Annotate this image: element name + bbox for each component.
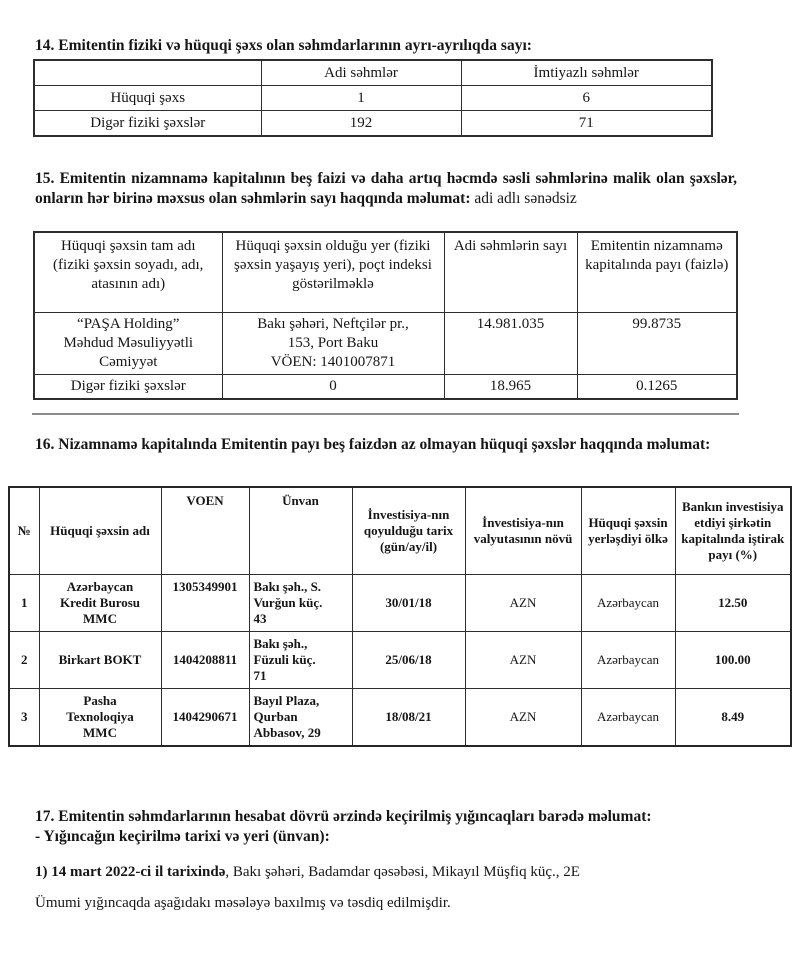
header-participation-stake: Bankın investisiya etdiyi şirkətin kapitalında iştirak payı (%) — [675, 487, 791, 575]
name-line: “PAŞA Holding” — [77, 315, 180, 332]
cell-number: 2 — [9, 632, 39, 689]
section-divider-line — [32, 413, 739, 415]
name-line: Azərbaycan — [66, 579, 134, 594]
cell-number: 1 — [9, 575, 39, 632]
cell-entity-name — [39, 689, 161, 747]
column-header-preferred-shares: İmtiyazlı səhmlər — [461, 60, 712, 86]
cell-investment-date: 25/06/18 — [352, 632, 465, 689]
address-line: Bakı şəhəri, Neftçilər pr., — [257, 315, 409, 332]
section15-heading — [35, 169, 737, 209]
table-row-pasha-holding — [34, 312, 737, 374]
name-line: MMC — [83, 725, 117, 740]
address-line: 71 — [253, 668, 267, 683]
header-address: Ünvan — [249, 487, 352, 575]
cell-country: Azərbaycan — [581, 689, 675, 747]
table-row — [34, 111, 712, 137]
cell-investment-date: 30/01/18 — [352, 575, 465, 632]
cell-number: 3 — [9, 689, 39, 747]
address-line: 153, Port Baku — [287, 334, 379, 351]
cell-address — [249, 689, 352, 747]
meeting-date-bold: 1) 14 mart 2022-ci il tarixində — [35, 864, 226, 880]
section16-heading: 16. Nizamnamə kapitalında Emitentin payı beş faizdən az olmayan hüquqi şəxslər haqqında məlumat: — [35, 435, 711, 453]
header-number: № — [9, 487, 39, 575]
cell-shareholder-name: Digər fiziki şəxslər — [34, 374, 222, 399]
investment-row-2 — [9, 632, 791, 689]
address-line: VÖEN: 1401007871 — [270, 353, 396, 370]
cell-entity-name — [39, 632, 161, 689]
header-voen: VOEN — [161, 487, 249, 575]
row-label-legal-entity: Hüquqi şəxs — [34, 86, 261, 111]
header-location: Hüquqi şəxsin olduğu yer (fiziki şəxsin yaşayış yeri), poçt indeksi göstərilməklə — [222, 232, 444, 312]
cell-voen: 1404290671 — [161, 689, 249, 747]
column-header-ordinary-shares: Adi səhmlər — [261, 60, 461, 86]
cell-shares-count: 14.981.035 — [444, 312, 577, 374]
cell-country: Azərbaycan — [581, 575, 675, 632]
cell-entity-name — [39, 575, 161, 632]
cell-stake-percent: 12.50 — [675, 575, 791, 632]
name-line: Birkart BOKT — [58, 652, 142, 667]
section17-heading — [35, 807, 755, 847]
cell-currency: AZN — [465, 575, 581, 632]
meeting-location: , Bakı şəhəri, Badamdar qəsəbəsi, Mikayıl Müşfiq küç., 2E — [225, 864, 580, 880]
address-line: Qurban — [253, 709, 298, 724]
name-line: Məhdud Məsuliyyətli — [63, 334, 194, 351]
address-line: Bayıl Plaza, — [253, 693, 320, 708]
address-line: Bakı şəh., — [253, 636, 308, 651]
name-line: MMC — [83, 611, 117, 626]
table-header-row — [9, 487, 791, 575]
cell-voen: 1404208811 — [161, 632, 249, 689]
cell-stake-percent: 99.8735 — [577, 312, 737, 374]
cell-currency: AZN — [465, 632, 581, 689]
header-capital-stake: Emitentin nizamnamə kapitalında payı (faizlə) — [577, 232, 737, 312]
table-header-row — [34, 232, 737, 312]
name-line: Pasha — [83, 693, 117, 708]
table-row-other-individuals — [34, 374, 737, 399]
section17-heading-line2: - Yığıncağın keçirilmə tarixi və yeri (ünvan): — [35, 828, 330, 845]
cell-country: Azərbaycan — [581, 632, 675, 689]
cell-address — [249, 575, 352, 632]
cell-individuals-preferred: 71 — [461, 111, 712, 137]
table-row — [34, 60, 712, 86]
section15-heading-tail: adi adlı sənədsiz — [470, 190, 577, 207]
address-line: Bakı şəh., S. — [253, 579, 322, 594]
address-line: Füzuli küç. — [253, 652, 316, 667]
major-shareholders-table — [33, 231, 738, 400]
cell-shares-count: 18.965 — [444, 374, 577, 399]
address-line: Vurğun küç. — [253, 595, 323, 610]
header-ordinary-shares-count: Adi səhmlərin sayı — [444, 232, 577, 312]
section15-heading-bold: 15. Emitentin nizamnamə kapitalının beş faizi və daha artıq həcmdə səsli səhmlərinə malik olan şəxslər, onların hər birinə məxsus olan səhmlərin sayı haqqında məlumat: — [35, 170, 737, 207]
address-line: 43 — [253, 611, 267, 626]
cell-legal-ordinary: 1 — [261, 86, 461, 111]
name-line: Cəmiyyət — [99, 353, 158, 370]
cell-address — [249, 632, 352, 689]
header-investment-currency: İnvestisiya-nın valyutasının növü — [465, 487, 581, 575]
section14-heading: 14. Emitentin fiziki və hüquqi şəxs olan səhmdarlarının ayrı-ayrılıqda sayı: — [35, 37, 532, 54]
cell-currency: AZN — [465, 689, 581, 747]
name-line: Kredit Burosu — [59, 595, 141, 610]
section17-heading-line1: 17. Emitentin səhmdarlarının hesabat dövrü ərzində keçirilmiş yığıncaqları barədə məlumat: — [35, 808, 652, 825]
cell-stake-percent: 0.1265 — [577, 374, 737, 399]
investment-row-3 — [9, 689, 791, 747]
header-country: Hüquqi şəxsin yerləşdiyi ölkə — [581, 487, 675, 575]
closing-paragraph: Ümumi yığıncaqda aşağıdakı məsələyə baxılmış və təsdiq edilmişdir. — [35, 895, 451, 911]
cell-investment-date: 18/08/21 — [352, 689, 465, 747]
address-line: Abbasov, 29 — [253, 725, 321, 740]
cell-shareholder-address — [222, 312, 444, 374]
cell-stake-percent: 100.00 — [675, 632, 791, 689]
row-label-other-individuals: Digər fiziki şəxslər — [34, 111, 261, 137]
cell-legal-preferred: 6 — [461, 86, 712, 111]
cell-voen: 1305349901 — [161, 575, 249, 632]
cell-individuals-ordinary: 192 — [261, 111, 461, 137]
table-row — [34, 86, 712, 111]
cell-shareholder-name — [34, 312, 222, 374]
cell-stake-percent: 8.49 — [675, 689, 791, 747]
investment-row-1 — [9, 575, 791, 632]
cell-shareholder-address: 0 — [222, 374, 444, 399]
header-full-name: Hüquqi şəxsin tam adı (fiziki şəxsin soyadı, adı, atasının adı) — [34, 232, 222, 312]
empty-header-cell — [34, 60, 261, 86]
meeting-date-paragraph — [35, 862, 765, 882]
name-line: Texnoloqiya — [66, 709, 134, 724]
header-legal-entity-name: Hüquqi şəxsin adı — [39, 487, 161, 575]
investments-table — [8, 486, 792, 748]
header-investment-date: İnvestisiya-nın qoyulduğu tarix (gün/ay/il) — [352, 487, 465, 575]
shareholder-count-table — [33, 59, 713, 137]
